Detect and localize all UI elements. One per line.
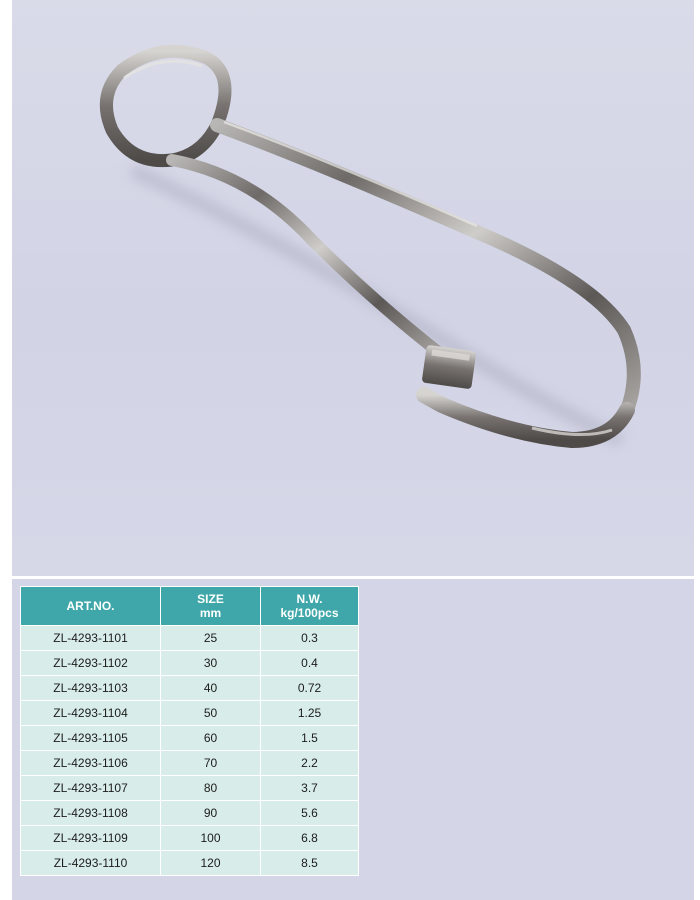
cell-nw: 8.5 [261,851,359,876]
table-row [21,826,359,851]
cell-size: 60 [161,726,261,751]
cell-nw: 0.4 [261,651,359,676]
header-art-no [21,587,161,626]
table-row [21,701,359,726]
spec-panel [12,579,694,900]
table-row [21,801,359,826]
header-size [161,587,261,626]
table-row [21,776,359,801]
snap-hook-icon [12,0,694,576]
table-row [21,676,359,701]
header-nw-label: N.W. [296,592,323,606]
table-header-row [21,587,359,626]
cell-size: 25 [161,626,261,651]
cell-art-no: ZL-4293-1110 [21,851,161,876]
header-nw-unit: kg/100pcs [280,606,339,620]
cell-art-no: ZL-4293-1106 [21,751,161,776]
cell-size: 80 [161,776,261,801]
header-size-label: SIZE [197,592,224,606]
cell-art-no: ZL-4293-1107 [21,776,161,801]
spec-table [20,586,359,876]
cell-nw: 1.5 [261,726,359,751]
cell-art-no: ZL-4293-1105 [21,726,161,751]
table-row [21,726,359,751]
product-photo [12,0,694,576]
cell-size: 40 [161,676,261,701]
cell-nw: 6.8 [261,826,359,851]
table-row [21,651,359,676]
cell-nw: 0.72 [261,676,359,701]
cell-size: 90 [161,801,261,826]
cell-nw: 0.3 [261,626,359,651]
cell-art-no: ZL-4293-1104 [21,701,161,726]
cell-art-no: ZL-4293-1102 [21,651,161,676]
cell-art-no: ZL-4293-1103 [21,676,161,701]
cell-art-no: ZL-4293-1109 [21,826,161,851]
cell-size: 30 [161,651,261,676]
table-row [21,851,359,876]
table-row [21,626,359,651]
cell-size: 120 [161,851,261,876]
cell-art-no: ZL-4293-1108 [21,801,161,826]
cell-size: 100 [161,826,261,851]
cell-size: 70 [161,751,261,776]
cell-size: 50 [161,701,261,726]
header-size-unit: mm [199,606,222,620]
cell-nw: 2.2 [261,751,359,776]
cell-nw: 1.25 [261,701,359,726]
cell-nw: 5.6 [261,801,359,826]
table-row [21,751,359,776]
cell-art-no: ZL-4293-1101 [21,626,161,651]
header-art-no-label: ART.NO. [66,599,115,613]
cell-nw: 3.7 [261,776,359,801]
header-nw [261,587,359,626]
